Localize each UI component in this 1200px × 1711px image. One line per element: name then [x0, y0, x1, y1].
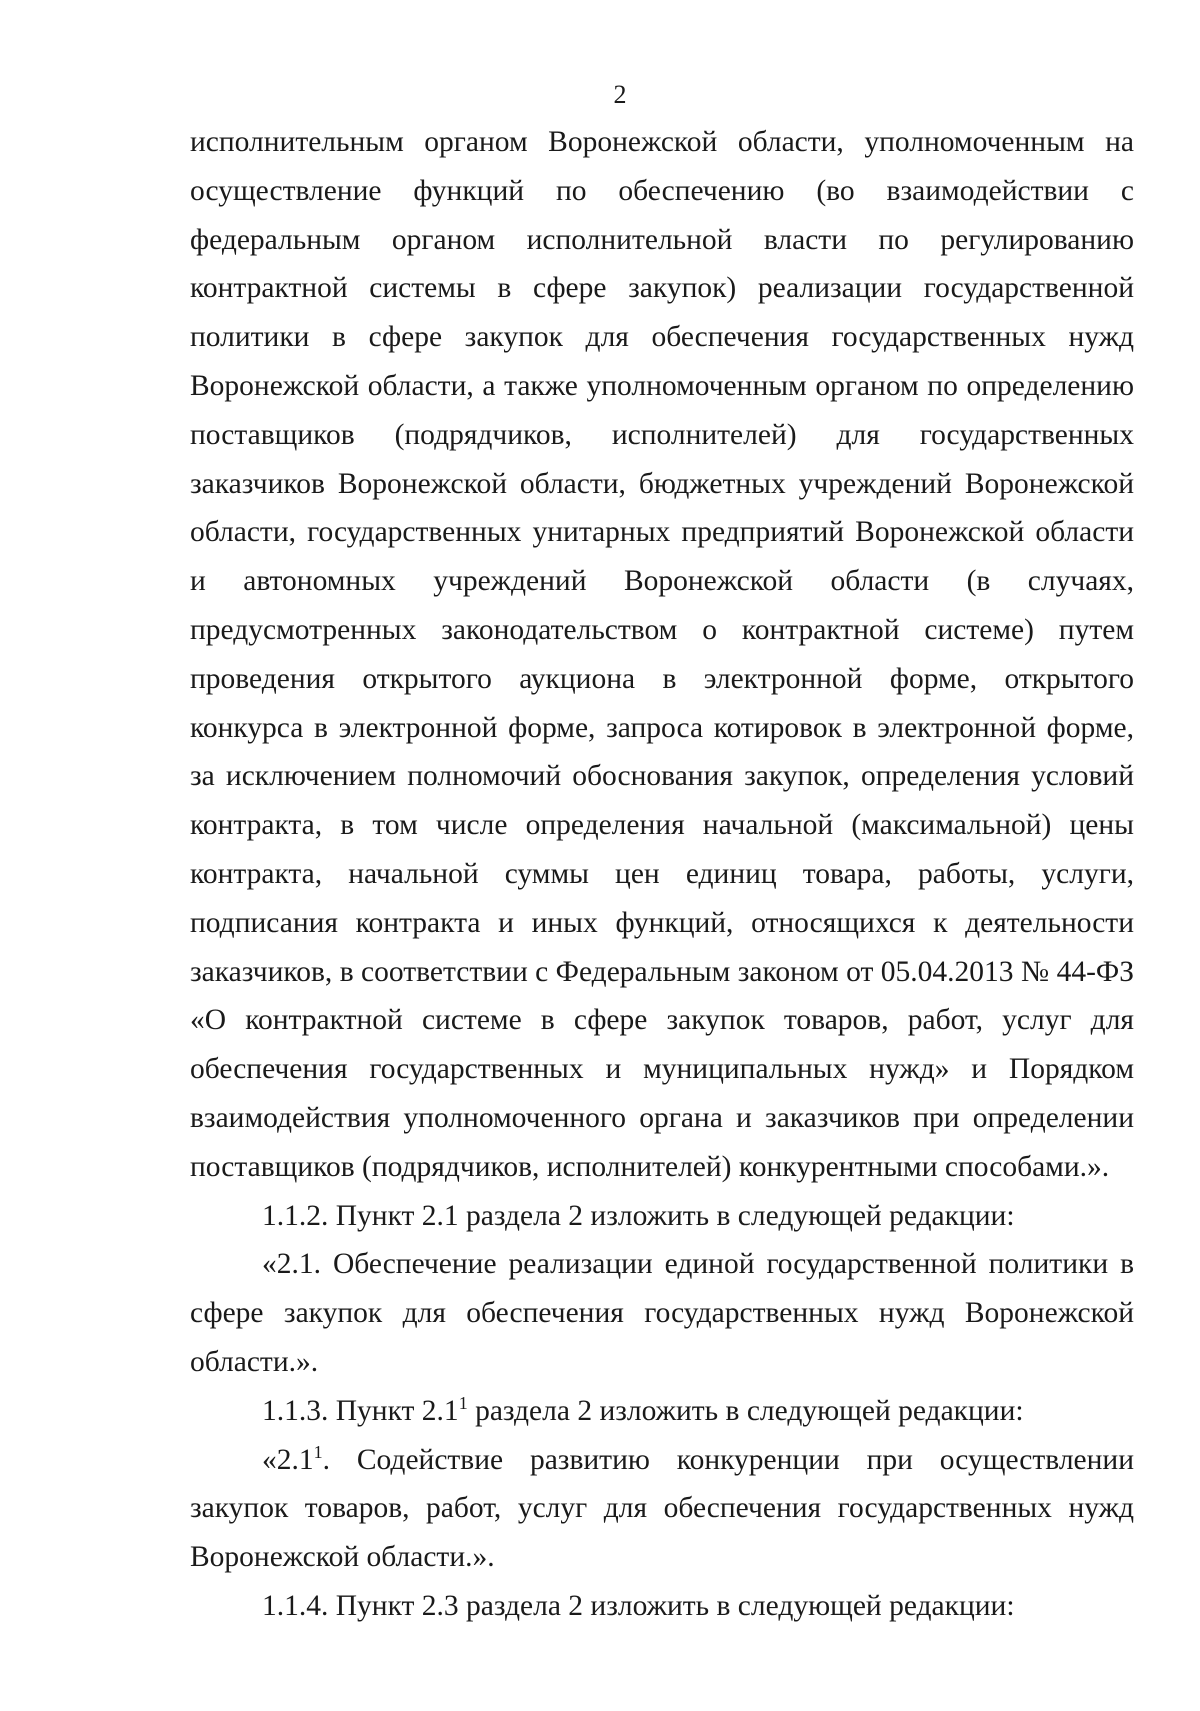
paragraph-item-1-1-4: 1.1.4. Пункт 2.3 раздела 2 изложить в следующей редакции:	[262, 1589, 1015, 1622]
paragraph-item-1-1-2: 1.1.2. Пункт 2.1 раздела 2 изложить в следующей редакции:	[262, 1199, 1015, 1232]
item-1-1-3-text-start: 1.1.3. Пункт 2.1	[262, 1394, 459, 1427]
paragraph-quote-2-1-1	[190, 1436, 1134, 1582]
superscript-one: 1	[313, 1441, 323, 1462]
superscript-one: 1	[458, 1392, 468, 1413]
quote-2-1-1-text-start: «2.1	[262, 1443, 314, 1476]
document-body	[190, 118, 1134, 1631]
quote-2-1-1-text-end: . Содействие развитию конкуренции при осуществлении закупок товаров, работ, услуг для обеспечения государственных нужд Воронежской области.».	[190, 1443, 1134, 1574]
page-number: 2	[613, 80, 627, 109]
paragraph-item-1-1-3	[190, 1387, 1134, 1436]
item-1-1-3-text-end: раздела 2 изложить в следующей редакции:	[467, 1394, 1024, 1427]
paragraph-continuation: исполнительным органом Воронежской области, уполномоченным на осуществление функций по обеспечению (во взаимодействии с федеральным органом исполнительной власти по регулированию контрактной системы в сфере закупок) реализации государственной политики в сфере закупок для обеспечения государственных нужд Воронежской области, а также уполномоченным органом по определению поставщиков (подрядчиков, исполнителей) для государственных заказчиков Воронежской области, бюджетных учреждений Воронежской области, государственных унитарных предприятий Воронежской области и автономных учреждений Воронежской области (в случаях, предусмотренных законодательством о контрактной системе) путем проведения открытого аукциона в электронной форме, открытого конкурса в электронной форме, запроса котировок в электронной форме, за исключением полномочий обоснования закупок, определения условий контракта, в том числе определения начальной (максимальной) цены контракта, начальной суммы цен единиц товара, работы, услуги, подписания контракта и иных функций, относящихся к деятельности заказчиков, в соответствии с Федеральным законом от 05.04.2013 № 44-ФЗ «О контрактной системе в сфере закупок товаров, работ, услуг для обеспечения государственных и муниципальных нужд» и Порядком взаимодействия уполномоченного органа и заказчиков при определении поставщиков (подрядчиков, исполнителей) конкурентными способами.».	[190, 126, 1134, 1183]
paragraph-quote-2-1: «2.1. Обеспечение реализации единой государственной политики в сфере закупок для обеспечения государственных нужд Воронежской области.».	[190, 1248, 1134, 1378]
